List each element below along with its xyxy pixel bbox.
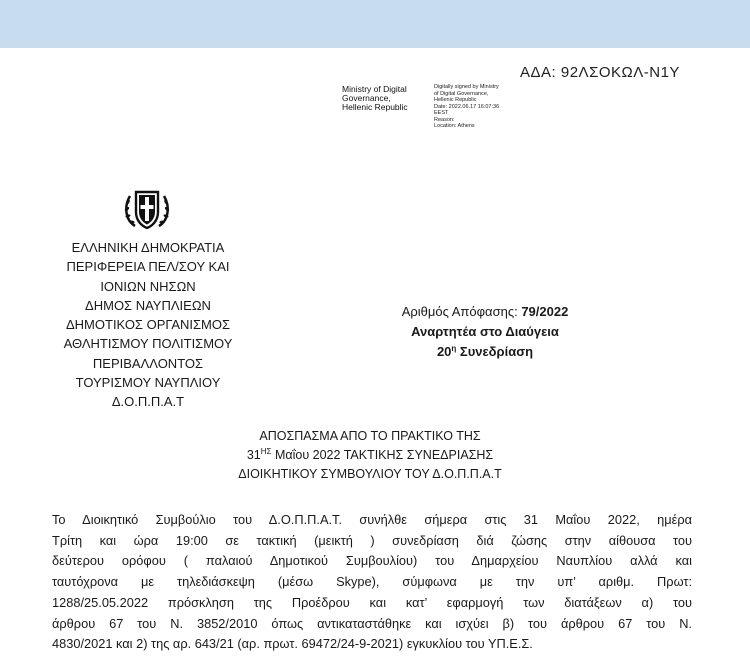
issuing-authority [40, 238, 256, 412]
top-banner [0, 0, 750, 48]
signature-org-line: Governance, [342, 93, 391, 103]
extract-line: ΑΠΟΣΠΑΣΜΑ ΑΠΟ ΤΟ ΠΡΑΚΤΙΚΟ ΤΗΣ [259, 429, 481, 443]
extract-day: 31 [246, 448, 261, 462]
body-line: 1288/25.05.2022 πρόσκληση της Προέδρου και κατ’ εφαρμογή των διατάξεων α) του [52, 594, 692, 610]
signature-detail-line: Hellenic Republic [434, 97, 477, 103]
authority-line: ΠΕΡΙΒΑΛΛΟΝΤΟΣ [92, 355, 204, 371]
authority-line: ΔΗΜΟΤΙΚΟΣ ΟΡΓΑΝΙΣΜΟΣ [65, 317, 231, 333]
body-line: Το Διοικητικό Συμβούλιο του Δ.Ο.Π.Π.Α.Τ. συνήλθε σήμερα στις 31 Μαΐου 2022, ημέρα [52, 512, 692, 527]
authority-line: ΑΘΛΗΤΙΣΜΟΥ ΠΟΛΙΤΙΣΜΟΥ [63, 336, 233, 352]
decision-info [360, 302, 610, 362]
diavgeia-note [360, 322, 610, 342]
coat-of-arms-icon [121, 186, 173, 234]
signature-detail-line: of Digital Governance, [434, 90, 489, 97]
session-num: 20 [436, 344, 452, 359]
decision-number-value: 79/2022 [521, 304, 569, 319]
signature-detail-line: Location: Athens [434, 123, 475, 129]
authority-line: ΤΟΥΡΙΣΜΟΥ ΝΑΥΠΛΙΟΥ [75, 375, 221, 391]
signature-detail-line: Reason: [434, 116, 455, 123]
session-number [360, 342, 610, 362]
body-line: Τρίτη και ώρα 19:00 σε τακτική (μεικτή ) συνεδρίαση διά ζώσης στην αίθουσα του [52, 532, 692, 548]
session-sup: η [451, 344, 457, 353]
body-line: δεύτερου ορόφου ( παλαιού Δημοτικού Συμβουλίου) του Δημαρχείου Ναυπλίου αλλά και [52, 553, 692, 569]
authority-line: Δ.Ο.Π.Π.Α.Τ [111, 394, 185, 410]
digital-signature-details [434, 84, 499, 130]
authority-line: ΠΕΡΙΦΕΡΕΙΑ ΠΕΛ/ΣΟΥ ΚΑΙ [66, 259, 230, 275]
decision-number [360, 302, 610, 322]
signature-org-line: Hellenic Republic [342, 102, 408, 112]
signature-detail-line: Digitally signed by Ministry [434, 84, 499, 90]
digital-signature-org [342, 85, 408, 112]
decision-number-label: Αριθμός Απόφασης: [401, 304, 522, 319]
signature-org-line: Ministry of Digital [342, 84, 407, 94]
body-line: 4830/2021 και 2) της αρ. 643/21 (αρ. πρωτ. 69472/24-9-2021) εγκυκλίου του ΥΠ.Ε.Σ. [52, 636, 533, 652]
authority-line: ΙΟΝΙΩΝ ΝΗΣΩΝ [100, 278, 196, 294]
extract-line: ΔΙΟΙΚΗΤΙΚΟΥ ΣΥΜΒΟΥΛΙΟΥ ΤΟΥ Δ.Ο.Π.Π.Α.Τ [238, 467, 502, 481]
authority-line: ΕΛΛΗΝΙΚΗ ΔΗΜΟΚΡΑΤΙΑ [71, 240, 225, 255]
diavgeia-note-text: Αναρτητέα στο Διαύγεια [411, 324, 559, 339]
extract-line [180, 446, 560, 465]
authority-line: ΔΗΜΟΣ ΝΑΥΠΛΙΕΩΝ [85, 297, 211, 313]
signature-detail-line: Date: 2022.06.17 16:07:36 [434, 103, 500, 110]
session-word: Συνεδρίαση [456, 344, 534, 359]
ada-code: ΑΔΑ: 92ΛΣΟΚΩΛ-Ν1Υ [520, 64, 680, 81]
body-paragraph [52, 510, 692, 655]
extract-day-sup: ΗΣ [260, 447, 272, 456]
extract-heading [180, 427, 560, 484]
body-line: ταυτόχρονα με τηλεδιάσκεψη (μέσω Skype), σύμφωνα με την υπ’ αριθμ. Πρωτ: [52, 574, 692, 590]
signature-detail-line: EEST [434, 110, 449, 116]
extract-date-rest: Μαΐου 2022 ΤΑΚΤΙΚΗΣ ΣΥΝΕΔΡΙΑΣΗΣ [271, 448, 494, 462]
body-line: άρθρου 67 του Ν. 3852/2010 όπως αντικαταστάθηκε και ισχύει β) του άρθρου 67 του Ν. [52, 615, 692, 631]
